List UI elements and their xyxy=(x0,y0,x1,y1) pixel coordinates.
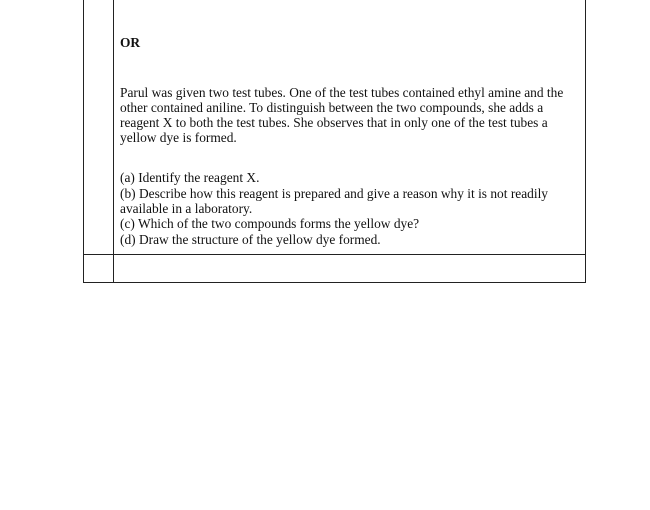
question-row xyxy=(84,0,585,255)
question-table xyxy=(83,0,586,283)
sub-question-b: (b) Describe how this reagent is prepared and give a reason why it is not readily available in a laboratory. xyxy=(120,185,548,216)
empty-row xyxy=(84,255,585,282)
sub-question-d: (d) Draw the structure of the yellow dye formed. xyxy=(120,231,381,247)
sub-question-a: (a) Identify the reagent X. xyxy=(120,170,260,185)
or-heading: OR xyxy=(120,35,141,50)
question-paragraph: Parul was given two test tubes. One of the test tubes contained ethyl amine and the other contained aniline. To distinguish between the two compounds, she adds a reagent X to both the test tubes. She observes that in only one of the test tubes a yellow dye is formed. xyxy=(120,85,564,145)
column-divider xyxy=(113,0,114,282)
sub-question-c: (c) Which of the two compounds forms the yellow dye? xyxy=(120,216,420,231)
sub-question-list xyxy=(120,170,575,247)
